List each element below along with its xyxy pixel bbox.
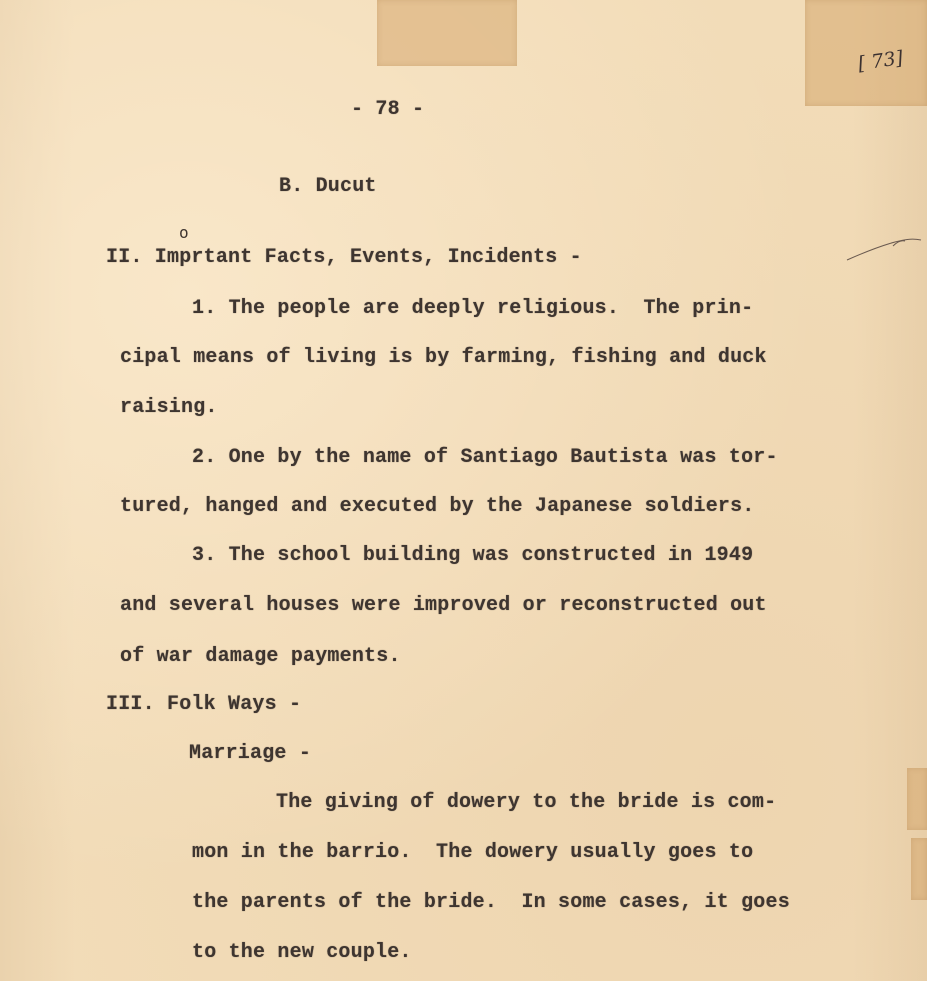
item-2-line-2: tured, hanged and executed by the Japanese soldiers. xyxy=(120,495,755,518)
item-1-line-3: raising. xyxy=(120,396,218,419)
item-2-line-1: 2. One by the name of Santiago Bautista was tor- xyxy=(192,446,778,469)
tape-strip-edge xyxy=(907,768,927,830)
item-3-line-2: and several houses were improved or reconstructed out xyxy=(120,594,767,617)
item-3-line-1: 3. The school building was constructed in 1949 xyxy=(192,544,754,567)
page-number: - 78 - xyxy=(351,98,425,121)
marriage-line-1: The giving of dowery to the bride is com- xyxy=(276,791,777,814)
marriage-line-2: mon in the barrio. The dowery usually goes to xyxy=(192,841,754,864)
item-3-line-3: of war damage payments. xyxy=(120,645,401,668)
subheading-marriage: Marriage - xyxy=(189,742,312,765)
tape-strip-edge xyxy=(911,838,927,900)
item-1-line-2: cipal means of living is by farming, fishing and duck xyxy=(120,346,767,369)
tape-strip-top xyxy=(377,0,517,66)
section-heading-folkways: III. Folk Ways - xyxy=(106,693,302,716)
section-heading-facts: II. Imprtant Facts, Events, Incidents - xyxy=(106,246,582,269)
stray-mark: o xyxy=(179,223,189,242)
handwritten-page-ref: [ 73] xyxy=(856,46,905,76)
marriage-line-3: the parents of the bride. In some cases, it goes xyxy=(192,891,790,914)
pencil-scribble xyxy=(845,232,925,272)
item-1-line-1: 1. The people are deeply religious. The prin- xyxy=(192,297,754,320)
marriage-line-4: to the new couple. xyxy=(192,941,412,964)
barrio-name: B. Ducut xyxy=(279,175,377,198)
